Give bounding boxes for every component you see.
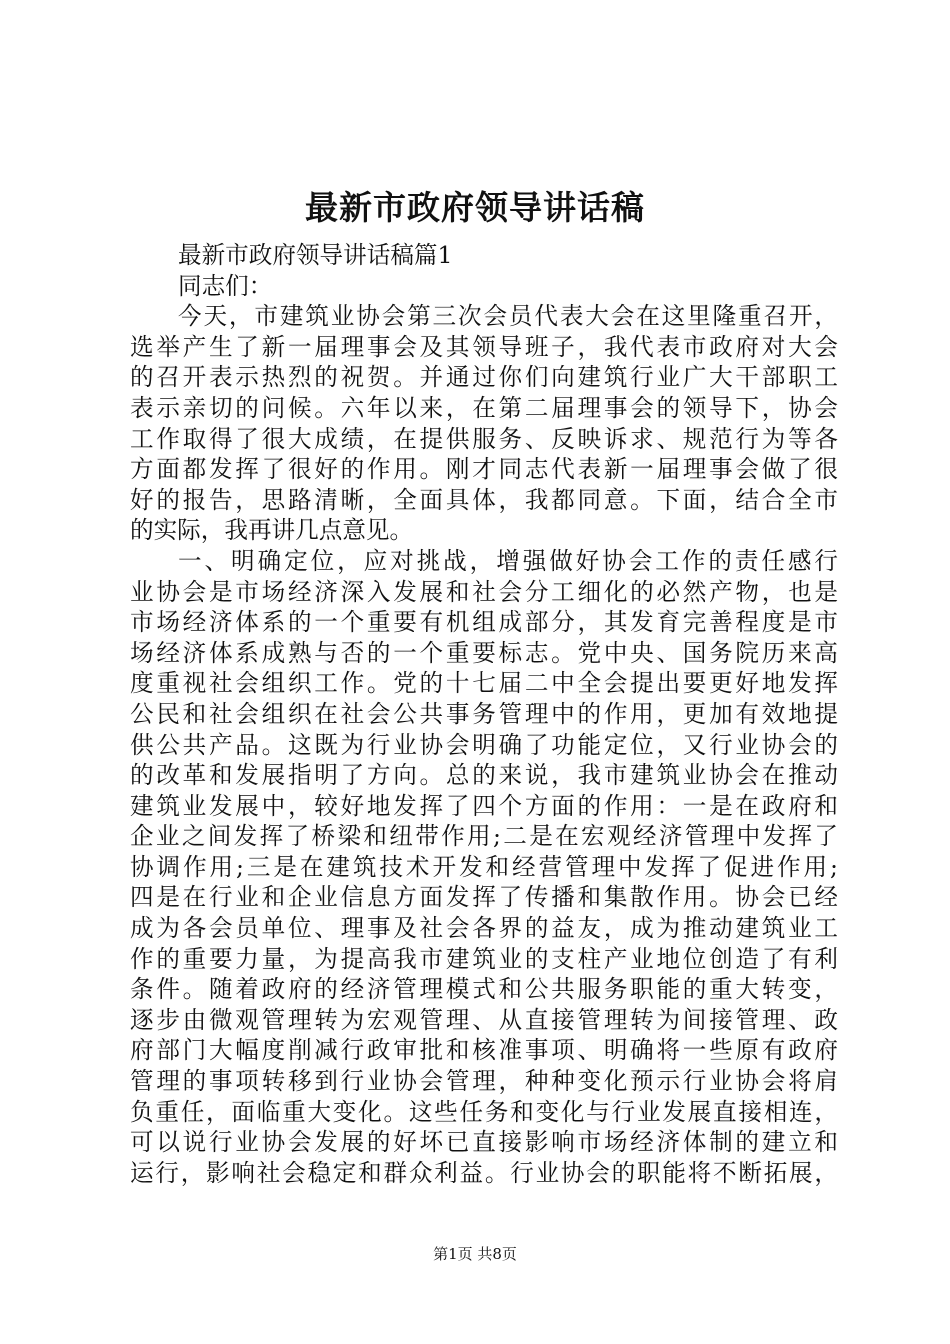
paragraph-line: 建筑业发展中，较好地发挥了四个方面的作用：一是在政府和 bbox=[130, 791, 838, 820]
paragraph-line: 一、明确定位，应对挑战，增强做好协会工作的责任感行 bbox=[178, 546, 838, 575]
paragraph-line: 表示亲切的问候。六年以来，在第二届理事会的领导下，协会 bbox=[130, 393, 838, 422]
paragraph-line: 工作取得了很大成绩，在提供服务、反映诉求、规范行为等各 bbox=[130, 424, 838, 453]
paragraph-line: 市场经济体系的一个重要有机组成部分，其发育完善程度是市 bbox=[130, 608, 838, 637]
paragraph-line: 场经济体系成熟与否的一个重要标志。党中央、国务院历来高 bbox=[130, 638, 838, 667]
paragraph-line: 的实际，我再讲几点意见。 bbox=[130, 516, 414, 545]
paragraph-line: 选举产生了新一届理事会及其领导班子，我代表市政府对大会 bbox=[130, 332, 838, 361]
greeting-line: 同志们： bbox=[178, 271, 273, 300]
paragraph-line: 公民和社会组织在社会公共事务管理中的作用，更加有效地提 bbox=[130, 699, 838, 728]
paragraph-line: 的召开表示热烈的祝贺。并通过你们向建筑行业广大干部职工 bbox=[130, 363, 838, 392]
paragraph-line: 四是在行业和企业信息方面发挥了传播和集散作用。协会已经 bbox=[130, 883, 838, 912]
paragraph-line: 管理的事项转移到行业协会管理，种种变化预示行业协会将肩 bbox=[130, 1067, 838, 1096]
paragraph-line: 运行，影响社会稳定和群众利益。行业协会的职能将不断拓展， bbox=[130, 1158, 838, 1187]
page-number-footer: 第1页 共8页 bbox=[433, 1245, 517, 1263]
subtitle-line: 最新市政府领导讲话稿篇1 bbox=[178, 241, 453, 269]
paragraph-line: 负重任，面临重大变化。这些任务和变化与行业发展直接相连， bbox=[130, 1097, 838, 1126]
paragraph-line: 可以说行业协会发展的好坏已直接影响市场经济体制的建立和 bbox=[130, 1128, 838, 1157]
paragraph-line: 的改革和发展指明了方向。总的来说，我市建筑业协会在推动 bbox=[130, 761, 838, 790]
paragraph-line: 度重视社会组织工作。党的十七届二中全会提出要更好地发挥 bbox=[130, 669, 838, 698]
paragraph-line: 成为各会员单位、理事及社会各界的益友，成为推动建筑业工 bbox=[130, 914, 838, 943]
paragraph-line: 今天，市建筑业协会第三次会员代表大会在这里隆重召开， bbox=[178, 302, 838, 331]
document-body bbox=[130, 240, 838, 1188]
paragraph-line: 协调作用;三是在建筑技术开发和经营管理中发挥了促进作用; bbox=[130, 852, 838, 881]
paragraph-line: 逐步由微观管理转为宏观管理、从直接管理转为间接管理、政 bbox=[130, 1005, 838, 1034]
paragraph-line: 条件。随着政府的经济管理模式和公共服务职能的重大转变， bbox=[130, 975, 838, 1004]
paragraph-line: 方面都发挥了很好的作用。刚才同志代表新一届理事会做了很 bbox=[130, 455, 838, 484]
paragraph-line: 业协会是市场经济深入发展和社会分工细化的必然产物，也是 bbox=[130, 577, 838, 606]
paragraph-line: 供公共产品。这既为行业协会明确了功能定位，又行业协会的 bbox=[130, 730, 838, 759]
paragraph-line: 企业之间发挥了桥梁和纽带作用;二是在宏观经济管理中发挥了 bbox=[130, 822, 838, 851]
paragraph-line: 府部门大幅度削减行政审批和核准事项、明确将一些原有政府 bbox=[130, 1036, 838, 1065]
paragraph-line: 好的报告，思路清晰，全面具体，我都同意。下面，结合全市 bbox=[130, 485, 838, 514]
document-title: 最新市政府领导讲话稿 bbox=[305, 188, 645, 227]
paragraph-line: 作的重要力量，为提高我市建筑业的支柱产业地位创造了有利 bbox=[130, 944, 838, 973]
